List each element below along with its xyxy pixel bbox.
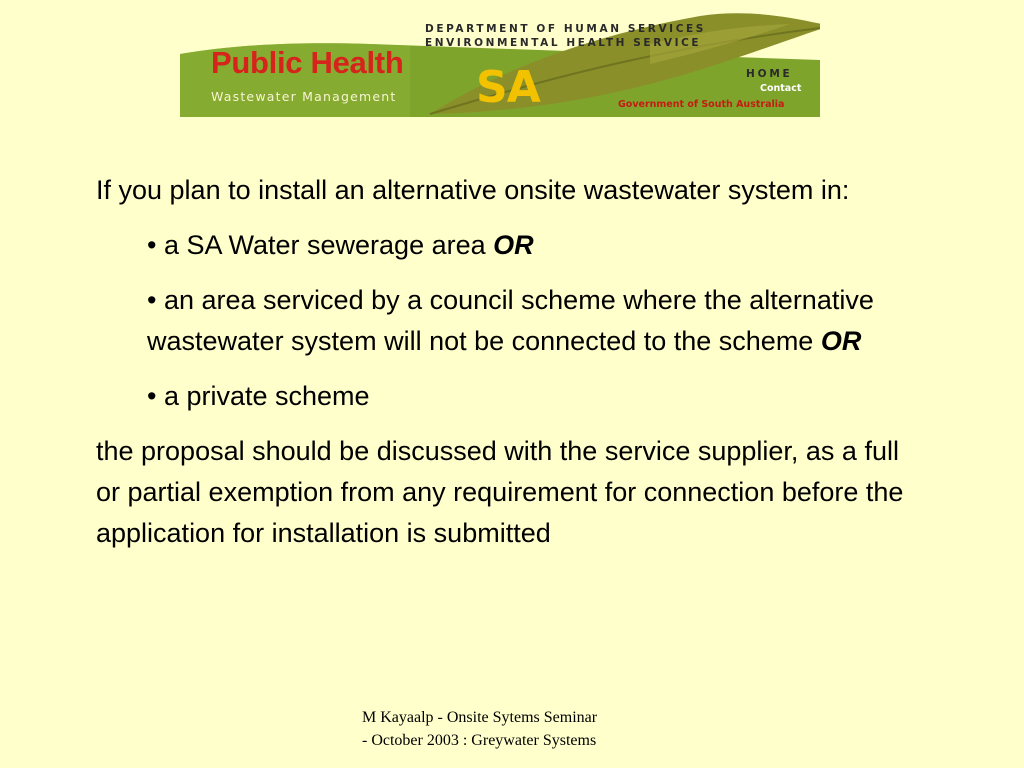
list-item [147,376,982,417]
bullet-icon: • [147,230,157,260]
footer-line-1: M Kayaalp - Onsite Sytems Seminar [362,709,598,726]
list-item-emphasis: OR [493,230,534,260]
footer-line-2: - October 2003 : Greywater Systems [362,732,597,749]
list-item-text: a SA Water sewerage area [163,230,494,260]
closing-paragraph: the proposal should be discussed with the service supplier, as a full or partial exemption from any requirement for connection before the application for installation is submitted [96,436,904,548]
government-label: Government of South Australia [618,99,785,110]
slide-body [96,170,986,554]
brand-subtitle: Wastewater Management [211,89,397,104]
home-link[interactable]: HOME [746,68,793,80]
department-name: DEPARTMENT OF HUMAN SERVICES [425,23,706,35]
list-item-text: a private scheme [163,381,370,411]
brand-sa-logo: SA [476,62,540,113]
slide-footer [362,706,662,752]
header-banner [180,4,820,117]
bullet-icon: • [147,381,157,411]
bullet-icon: • [147,285,157,315]
list-item [147,280,982,362]
service-name: ENVIRONMENTAL HEALTH SERVICE [425,37,702,49]
contact-link[interactable]: Contact [760,83,802,94]
intro-paragraph: If you plan to install an alternative onsite wastewater system in: [96,175,850,205]
list-item-emphasis: OR [820,326,862,356]
list-item-text: an area serviced by a council scheme where the alternative wastewater system will not be connected to the scheme [147,285,874,356]
list-item [147,225,982,266]
brand-title: Public Health [211,45,404,80]
